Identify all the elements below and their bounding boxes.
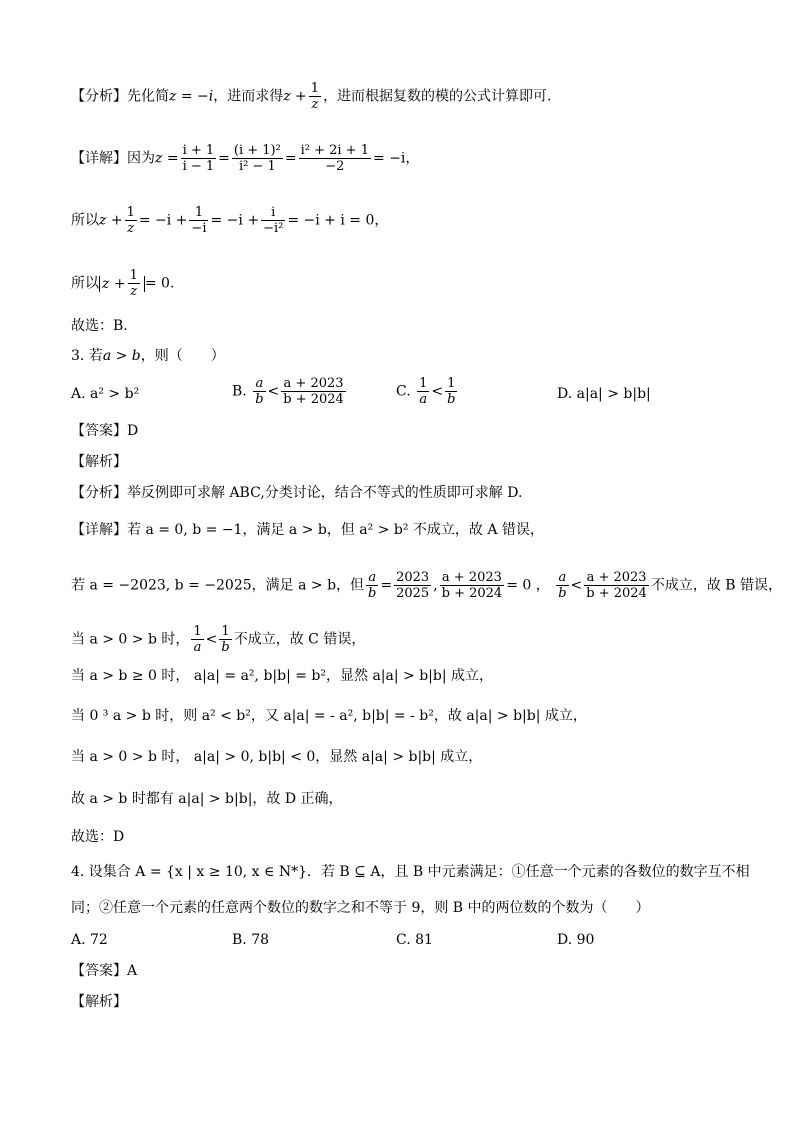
answer-label-4: 【答案】A	[71, 963, 138, 979]
text: ，进而求得	[213, 88, 284, 105]
solution-label: 【解析】	[71, 454, 127, 470]
text: 因为	[127, 150, 155, 167]
analysis-line-1	[71, 81, 552, 112]
detail-line-a: 【详解】若 a = 0, b = −1，满足 a > b，但 a² > b² 不成立，故 A 错误，	[71, 522, 544, 538]
fraction: $\frac{1}{z}$	[126, 205, 135, 236]
fraction: $\frac{\text{(i + 1)²}}{\text{i² − 1}}$	[233, 143, 281, 174]
detail-line-c: 当 a > 0 > b 时， $\frac{1}{a}$ < $\frac{1}{b}$ 不成立，故 C 错误，	[71, 624, 366, 655]
answer-label: 【答案】D	[71, 423, 139, 439]
detail-line-f: 当 a > 0 > b 时， a|a| > 0, b|b| < 0，显然 a|a| > b|b| 成立，	[71, 749, 483, 765]
math: = −i	[372, 150, 406, 167]
math: z +	[283, 88, 307, 105]
detail-line-3: 所以 z + $\frac{1}{z}$ = 0.	[71, 268, 175, 299]
detail-line-2: 所以z + $\frac{1}{z}$ = −i + $\frac{1}{-i}$ = −i + $\frac{i}{\text{−i²}}$ = −i + i = 0，	[71, 205, 389, 236]
analysis-line: 【分析】举反例即可求解 ABC,分类讨论，结合不等式的性质即可求解 D.	[71, 485, 523, 501]
fraction: $\frac{1}{-i}$	[191, 205, 207, 236]
absolute-value: z + $\frac{1}{z}$	[99, 276, 145, 292]
detail-line-b: 若 a = −2023, b = −2025，满足 a > b，但 $\frac{a}{b}$ = $\frac{2023}{2025}$ , $\frac{a + 2023}{b + 2024}$ = 0 ， $\frac{a}{b}$ < $\frac{a + 2023}{b + 2024}$ 不成立，故 B 错误，	[71, 570, 783, 601]
fraction: $\frac{1}{z}$	[310, 81, 320, 112]
q4-option-d: D. 90	[557, 932, 595, 948]
question-4-line-1: 4. 设集合 A = {x | x ≥ 10, x ∈ N*}．若 B ⊆ A，且 B 中元素满足：①任意一个元素的各数位的数字互不相	[71, 864, 750, 880]
detail-line-1: 【详解】因为z = $\frac{i + 1}{i - 1}$ = $\frac{\text{(i + 1)²}}{\text{i² − 1}}$ = $\frac{\text{i² + 2i + 1}}{-2}$ = −i，	[71, 143, 420, 174]
option-c: C. $\frac{1}{a}$ < $\frac{1}{b}$	[396, 376, 456, 407]
text: 先化简	[127, 88, 169, 105]
option-b: B. $\frac{a}{b}$ < $\frac{a + 2023}{b + 2024}$	[232, 376, 344, 407]
fraction: $\frac{i + 1}{i - 1}$	[182, 143, 215, 174]
answer-line: 故选：B.	[71, 318, 128, 334]
detail-line-e: 当 0 ³ a > b 时，则 a² < b²，又 a|a| = - a², b|b| = - b²，故 a|a| > b|b| 成立，	[71, 708, 587, 724]
q4-option-b: B. 78	[232, 932, 270, 948]
question-3-stem: 3. 若a > b，则（ ）	[71, 348, 225, 364]
math: z = −i	[169, 88, 214, 105]
fraction: $\frac{\text{i² + 2i + 1}}{-2}$	[300, 143, 369, 174]
math: z =	[155, 150, 179, 167]
q4-option-a: A. 72	[71, 932, 108, 948]
fraction: $\frac{i}{\text{−i²}}$	[263, 205, 284, 236]
answer-choice: 故选：D	[71, 829, 125, 845]
solution-label-4: 【解析】	[71, 994, 127, 1010]
detail-line-d: 当 a > b ≥ 0 时， a|a| = a², b|b| = b²，显然 a|a| > b|b| 成立，	[71, 668, 494, 684]
label: 【分析】	[71, 88, 127, 105]
question-4-line-2: 同；②任意一个元素的任意两个数位的数字之和不等于 9，则 B 中的两位数的个数为（ ）	[71, 900, 650, 916]
q4-option-c: C. 81	[396, 932, 433, 948]
label: 【详解】	[71, 150, 127, 167]
option-a: A. a² > b²	[71, 386, 140, 402]
detail-line-g: 故 a > b 时都有 a|a| > b|b|，故 D 正确，	[71, 791, 343, 807]
option-d: D. a|a| > b|b|	[557, 386, 651, 402]
text: ，进而根据复数的模的公式计算即可.	[323, 88, 552, 105]
